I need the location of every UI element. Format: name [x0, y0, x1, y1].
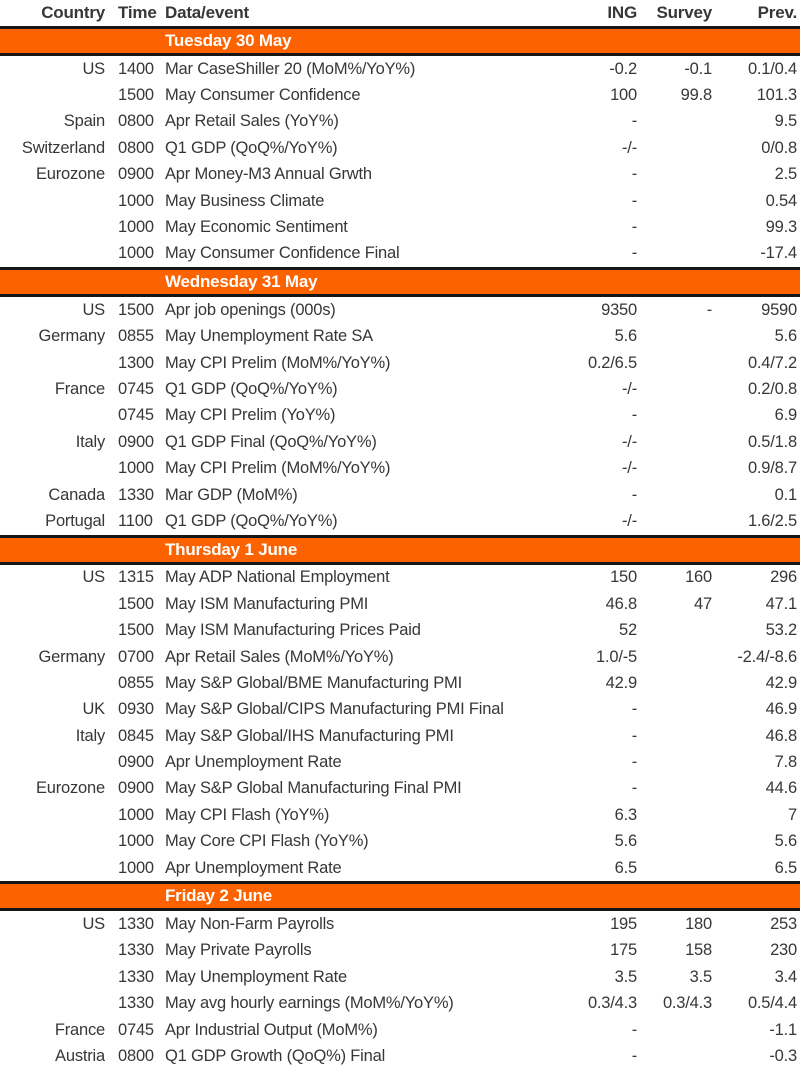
column-header-ing: ING — [607, 3, 637, 22]
cell-country: Eurozone — [35, 779, 105, 798]
cell-country: Germany — [38, 327, 105, 346]
cell-time: 0745 — [118, 1020, 154, 1039]
cell-ing: - — [631, 1046, 637, 1065]
cell-prev: 0.5/1.8 — [747, 432, 797, 451]
cell-country: Italy — [75, 432, 105, 451]
cell-country: Austria — [55, 1046, 105, 1065]
cell-data-event: Apr Unemployment Rate — [165, 753, 342, 772]
table-row — [0, 911, 800, 937]
cell-time: 1500 — [118, 86, 154, 105]
cell-prev: 6.5 — [774, 858, 797, 877]
cell-data-event: Q1 GDP Final (QoQ%/YoY%) — [165, 432, 377, 451]
table-row — [0, 776, 800, 802]
cell-ing: -0.2 — [609, 59, 637, 78]
cell-time: 1500 — [118, 300, 154, 319]
cell-ing: - — [631, 191, 637, 210]
cell-country: Canada — [48, 485, 105, 504]
cell-data-event: May Unemployment Rate SA — [165, 327, 373, 346]
table-row — [0, 350, 800, 376]
section-header — [0, 26, 800, 56]
cell-prev: 3.4 — [774, 967, 797, 986]
cell-country: Germany — [38, 647, 105, 666]
cell-time: 1330 — [118, 967, 154, 986]
cell-time: 0745 — [118, 406, 154, 425]
table-row — [0, 991, 800, 1017]
cell-ing: - — [631, 165, 637, 184]
cell-survey: 180 — [685, 915, 712, 934]
cell-data-event: May CPI Prelim (MoM%/YoY%) — [165, 353, 391, 372]
cell-country: US — [82, 300, 105, 319]
cell-data-event: May S&P Global/CIPS Manufacturing PMI Final — [165, 700, 504, 719]
cell-data-event: May CPI Flash (YoY%) — [165, 805, 330, 824]
cell-data-event: Q1 GDP Growth (QoQ%) Final — [165, 1046, 386, 1065]
cell-time: 1400 — [118, 59, 154, 78]
cell-country: France — [54, 1020, 105, 1039]
cell-data-event: Mar GDP (MoM%) — [165, 485, 298, 504]
cell-data-event: May Unemployment Rate — [165, 967, 347, 986]
cell-data-event: Q1 GDP (QoQ%/YoY%) — [165, 138, 338, 157]
table-row — [0, 429, 800, 455]
cell-prev: 230 — [770, 941, 797, 960]
section-title: Friday 2 June — [165, 886, 272, 906]
cell-country: US — [82, 915, 105, 934]
cell-time: 0800 — [118, 1046, 154, 1065]
cell-data-event: May Non-Farm Payrolls — [165, 915, 335, 934]
table-row — [0, 670, 800, 696]
section-title: Tuesday 30 May — [165, 31, 292, 50]
table-row — [0, 482, 800, 508]
column-header-survey: Survey — [656, 3, 712, 22]
cell-time: 0855 — [118, 673, 154, 692]
cell-prev: 42.9 — [765, 673, 797, 692]
table-row — [0, 297, 800, 323]
cell-time: 1300 — [118, 353, 154, 372]
cell-prev: 46.8 — [765, 726, 797, 745]
table-row — [0, 135, 800, 161]
cell-data-event: May S&P Global Manufacturing Final PMI — [165, 779, 462, 798]
cell-country: UK — [82, 700, 105, 719]
table-row — [0, 723, 800, 749]
cell-time: 0900 — [118, 779, 154, 798]
cell-survey: 47 — [694, 594, 712, 613]
cell-country: Spain — [63, 112, 105, 131]
cell-data-event: Apr Money-M3 Annual Grwth — [165, 165, 372, 184]
cell-prev: 0.2/0.8 — [747, 379, 797, 398]
cell-ing: -/- — [622, 432, 637, 451]
table-row — [0, 162, 800, 188]
cell-ing: 9350 — [601, 300, 637, 319]
cell-ing: 6.3 — [614, 805, 637, 824]
cell-prev: 2.5 — [774, 165, 797, 184]
section-title: Wednesday 31 May — [165, 272, 318, 292]
cell-ing: -/- — [622, 459, 637, 478]
cell-prev: 0/0.8 — [761, 138, 797, 157]
table-row — [0, 591, 800, 617]
cell-time: 0855 — [118, 327, 154, 346]
cell-ing: 52 — [619, 621, 637, 640]
cell-ing: 150 — [610, 568, 637, 587]
cell-ing: -/- — [622, 511, 637, 530]
table-row — [0, 455, 800, 481]
calendar-sections — [0, 26, 800, 1070]
cell-time: 1330 — [118, 994, 154, 1013]
cell-ing: 5.6 — [614, 327, 637, 346]
column-header-time: Time — [118, 3, 157, 22]
cell-time: 1500 — [118, 594, 154, 613]
table-row — [0, 644, 800, 670]
cell-ing: - — [631, 726, 637, 745]
cell-time: 1000 — [118, 858, 154, 877]
cell-country: Eurozone — [35, 165, 105, 184]
cell-data-event: May Core CPI Flash (YoY%) — [165, 832, 369, 851]
cell-prev: 0.5/4.4 — [747, 994, 797, 1013]
cell-data-event: May CPI Prelim (YoY%) — [165, 406, 336, 425]
table-row — [0, 565, 800, 591]
cell-ing: 0.2/6.5 — [587, 353, 637, 372]
cell-data-event: Apr job openings (000s) — [165, 300, 336, 319]
table-row — [0, 697, 800, 723]
cell-data-event: May Business Climate — [165, 191, 325, 210]
cell-ing: - — [631, 406, 637, 425]
cell-time: 0800 — [118, 112, 154, 131]
cell-time: 0900 — [118, 165, 154, 184]
cell-data-event: Mar CaseShiller 20 (MoM%/YoY%) — [165, 59, 416, 78]
cell-prev: 0.54 — [765, 191, 797, 210]
cell-ing: 5.6 — [614, 832, 637, 851]
table-row — [0, 938, 800, 964]
cell-time: 0700 — [118, 647, 154, 666]
cell-country: US — [82, 59, 105, 78]
cell-ing: - — [631, 218, 637, 237]
cell-data-event: Apr Retail Sales (YoY%) — [165, 112, 339, 131]
cell-country: Portugal — [45, 511, 105, 530]
table-row — [0, 376, 800, 402]
cell-data-event: Apr Retail Sales (MoM%/YoY%) — [165, 647, 394, 666]
cell-prev: 44.6 — [765, 779, 797, 798]
table-row — [0, 1043, 800, 1069]
cell-data-event: May Economic Sentiment — [165, 218, 348, 237]
cell-country: Italy — [75, 726, 105, 745]
cell-ing: - — [631, 700, 637, 719]
cell-ing: 195 — [610, 915, 637, 934]
cell-time: 0900 — [118, 432, 154, 451]
cell-prev: 7 — [788, 805, 797, 824]
cell-country: US — [82, 568, 105, 587]
table-row — [0, 749, 800, 775]
cell-prev: 53.2 — [765, 621, 797, 640]
cell-prev: 253 — [770, 915, 797, 934]
cell-prev: 101.3 — [756, 86, 797, 105]
cell-prev: -0.3 — [769, 1046, 797, 1065]
cell-data-event: May S&P Global/IHS Manufacturing PMI — [165, 726, 454, 745]
table-row — [0, 82, 800, 108]
cell-time: 1000 — [118, 218, 154, 237]
cell-survey: 160 — [685, 568, 712, 587]
cell-time: 1100 — [118, 511, 153, 530]
cell-ing: - — [631, 1020, 637, 1039]
cell-ing: -/- — [622, 379, 637, 398]
cell-ing: - — [631, 112, 637, 131]
cell-prev: 99.3 — [765, 218, 797, 237]
cell-prev: 296 — [770, 568, 797, 587]
table-row — [0, 964, 800, 990]
cell-country: Switzerland — [21, 138, 105, 157]
cell-time: 0800 — [118, 138, 154, 157]
cell-prev: 9.5 — [774, 112, 797, 131]
cell-country: France — [54, 379, 105, 398]
column-header-data-event: Data/event — [165, 3, 249, 22]
cell-data-event: May Consumer Confidence Final — [165, 244, 400, 263]
cell-time: 1500 — [118, 621, 154, 640]
cell-data-event: Apr Industrial Output (MoM%) — [165, 1020, 378, 1039]
table-row — [0, 855, 800, 881]
column-header-prev: Prev. — [757, 3, 797, 22]
table-row — [0, 188, 800, 214]
cell-data-event: May Private Payrolls — [165, 941, 312, 960]
cell-data-event: Q1 GDP (QoQ%/YoY%) — [165, 379, 338, 398]
table-row — [0, 241, 800, 267]
cell-survey: -0.1 — [684, 59, 712, 78]
cell-data-event: May CPI Prelim (MoM%/YoY%) — [165, 459, 391, 478]
cell-prev: 5.6 — [774, 327, 797, 346]
cell-data-event: Q1 GDP (QoQ%/YoY%) — [165, 511, 338, 530]
cell-time: 1000 — [118, 191, 154, 210]
cell-time: 1000 — [118, 244, 154, 263]
table-header-row — [0, 0, 800, 26]
cell-survey: 0.3/4.3 — [662, 994, 712, 1013]
cell-prev: 46.9 — [765, 700, 797, 719]
cell-prev: -17.4 — [760, 244, 797, 263]
cell-ing: 175 — [610, 941, 637, 960]
cell-ing: 3.5 — [614, 967, 637, 986]
cell-time: 1000 — [118, 459, 154, 478]
cell-time: 0930 — [118, 700, 154, 719]
cell-data-event: May ADP National Employment — [165, 568, 390, 587]
cell-ing: - — [631, 485, 637, 504]
cell-survey: - — [706, 300, 712, 319]
table-row — [0, 56, 800, 82]
cell-prev: -2.4/-8.6 — [737, 647, 797, 666]
column-header-country: Country — [41, 3, 105, 22]
cell-prev: 0.1 — [774, 485, 797, 504]
cell-ing: - — [631, 753, 637, 772]
cell-time: 1330 — [118, 915, 154, 934]
cell-time: 1330 — [118, 485, 154, 504]
cell-ing: 42.9 — [605, 673, 637, 692]
cell-time: 0845 — [118, 726, 154, 745]
cell-prev: 7.8 — [774, 753, 797, 772]
table-row — [0, 109, 800, 135]
cell-ing: - — [631, 244, 637, 263]
cell-data-event: May S&P Global/BME Manufacturing PMI — [165, 673, 462, 692]
cell-prev: 47.1 — [765, 594, 797, 613]
section-header — [0, 535, 800, 565]
table-row — [0, 829, 800, 855]
cell-time: 0900 — [118, 753, 154, 772]
cell-time: 1000 — [118, 832, 154, 851]
cell-ing: 6.5 — [614, 858, 637, 877]
section-title: Thursday 1 June — [165, 539, 298, 559]
cell-ing: 0.3/4.3 — [587, 994, 637, 1013]
cell-time: 0745 — [118, 379, 154, 398]
cell-survey: 3.5 — [689, 967, 712, 986]
cell-time: 1330 — [118, 941, 154, 960]
cell-ing: 46.8 — [605, 594, 637, 613]
cell-prev: 1.6/2.5 — [747, 511, 797, 530]
cell-data-event: May ISM Manufacturing Prices Paid — [165, 621, 421, 640]
cell-ing: - — [631, 779, 637, 798]
table-row — [0, 617, 800, 643]
cell-prev: -1.1 — [769, 1020, 797, 1039]
section-header — [0, 267, 800, 297]
cell-prev: 6.9 — [774, 406, 797, 425]
cell-prev: 0.4/7.2 — [747, 353, 797, 372]
cell-prev: 9590 — [761, 300, 797, 319]
table-row — [0, 508, 800, 534]
cell-survey: 99.8 — [680, 86, 712, 105]
cell-prev: 0.9/8.7 — [747, 459, 797, 478]
section-header — [0, 881, 800, 911]
cell-survey: 158 — [685, 941, 712, 960]
table-row — [0, 1017, 800, 1043]
cell-prev: 5.6 — [774, 832, 797, 851]
table-row — [0, 403, 800, 429]
cell-time: 1000 — [118, 805, 154, 824]
cell-prev: 0.1/0.4 — [747, 59, 797, 78]
cell-data-event: May avg hourly earnings (MoM%/YoY%) — [165, 994, 454, 1013]
table-row — [0, 214, 800, 240]
cell-ing: 1.0/-5 — [596, 647, 637, 666]
table-row — [0, 802, 800, 828]
cell-data-event: Apr Unemployment Rate — [165, 858, 342, 877]
cell-ing: -/- — [622, 138, 637, 157]
cell-ing: 100 — [610, 86, 637, 105]
cell-time: 1315 — [118, 568, 154, 587]
table-row — [0, 324, 800, 350]
cell-data-event: May ISM Manufacturing PMI — [165, 594, 369, 613]
cell-data-event: May Consumer Confidence — [165, 86, 361, 105]
